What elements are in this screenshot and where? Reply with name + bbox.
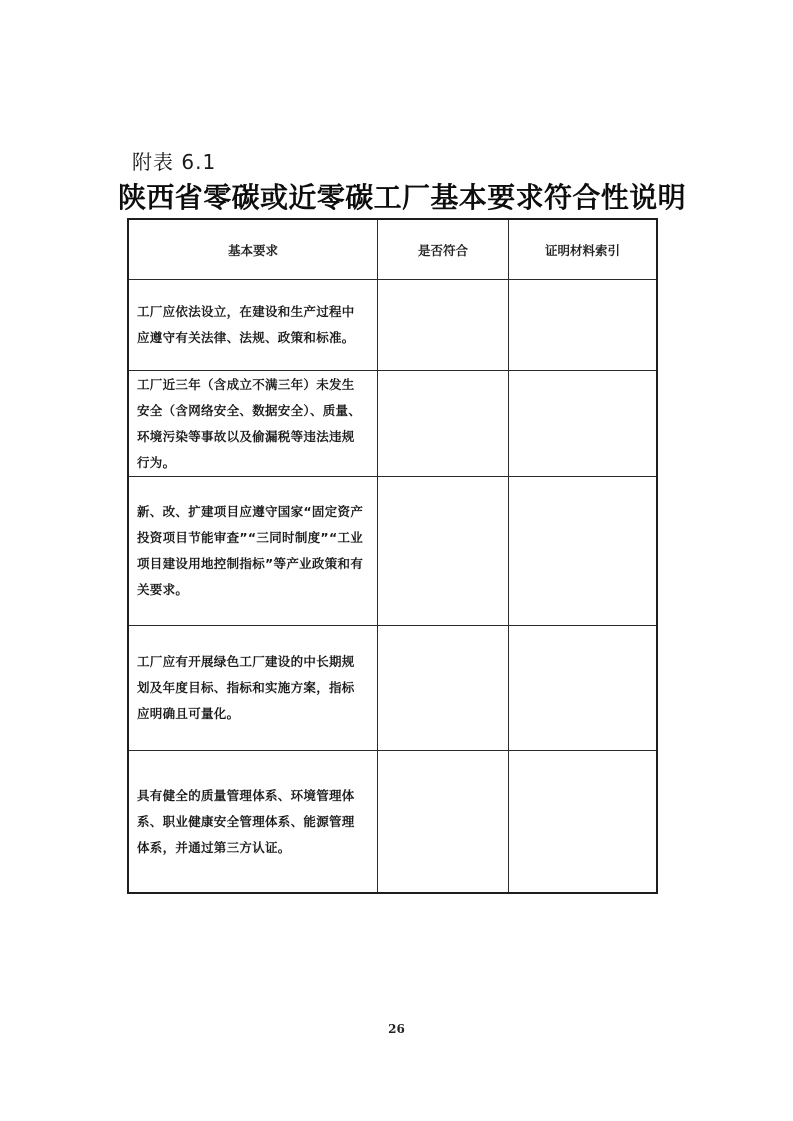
requirement-cell: 具有健全的质量管理体系、环境管理体系、职业健康安全管理体系、能源管理体系，并通过第三方认证。 [129, 751, 378, 892]
evidence-cell [509, 626, 656, 751]
evidence-cell [509, 371, 656, 477]
compliance-table [127, 218, 658, 894]
header-basic-requirements: 基本要求 [129, 220, 378, 280]
compliance-cell [378, 751, 509, 892]
requirement-cell: 工厂应依法设立，在建设和生产过程中应遵守有关法律、法规、政策和标准。 [129, 280, 378, 371]
evidence-cell [509, 751, 656, 892]
document-title: 陕西省零碳或近零碳工厂基本要求符合性说明 [118, 181, 687, 214]
appendix-label: 附表 6.1 [132, 150, 217, 174]
compliance-cell [378, 477, 509, 626]
header-evidence-index: 证明材料索引 [509, 220, 656, 280]
header-compliance: 是否符合 [378, 220, 509, 280]
compliance-cell [378, 626, 509, 751]
compliance-cell [378, 371, 509, 477]
evidence-cell [509, 477, 656, 626]
compliance-cell [378, 280, 509, 371]
requirement-cell: 工厂应有开展绿色工厂建设的中长期规划及年度目标、指标和实施方案，指标应明确且可量化。 [129, 626, 378, 751]
requirement-cell: 新、改、扩建项目应遵守国家“固定资产投资项目节能审查”“三同时制度”“工业项目建设用地控制指标”等产业政策和有关要求。 [129, 477, 378, 626]
page-number: 26 [388, 1022, 405, 1036]
requirement-cell: 工厂近三年（含成立不满三年）未发生安全（含网络安全、数据安全）、质量、环境污染等事故以及偷漏税等违法违规行为。 [129, 371, 378, 477]
evidence-cell [509, 280, 656, 371]
